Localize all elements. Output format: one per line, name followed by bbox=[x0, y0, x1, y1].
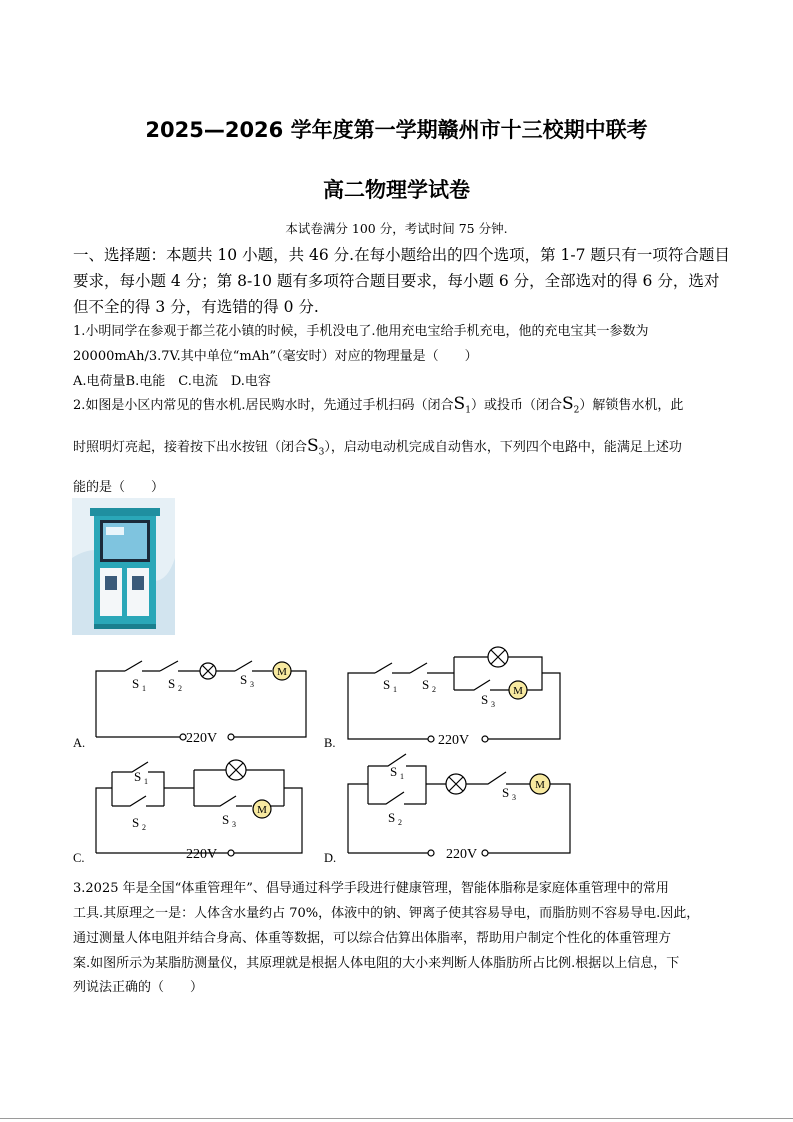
switch-symbol: S bbox=[307, 436, 319, 456]
switch-index: 2 bbox=[178, 684, 182, 693]
q2-text: 时照明灯亮起，接着按下出水按钮（闭合 bbox=[73, 440, 308, 455]
page-bottom-divider bbox=[0, 1118, 793, 1119]
option-label-a: A. bbox=[73, 736, 86, 750]
switch-symbol: S bbox=[561, 394, 574, 414]
motor-label: M bbox=[277, 666, 287, 678]
exam-note: 本试卷满分 100 分，考试时间 75 分钟. bbox=[285, 221, 508, 236]
voltage-label: 220V bbox=[438, 733, 470, 748]
switch-index: 1 bbox=[465, 405, 471, 416]
option-label-b: B. bbox=[324, 736, 336, 750]
switch-index: 3 bbox=[491, 700, 495, 709]
water-vending-machine-image bbox=[72, 498, 175, 635]
switch-label: S bbox=[388, 810, 396, 825]
voltage-label: 220V bbox=[186, 847, 218, 862]
question-3-line3: 通过测量人体电阻并结合身高、体重等数据，可以综合估算出体脂率，帮助用户制定个性化的体重管理方 bbox=[73, 931, 672, 946]
switch-label: S bbox=[222, 812, 230, 827]
switch-label: S bbox=[502, 785, 510, 800]
question-2-line3: 能的是（ ） bbox=[73, 480, 165, 495]
switch-index: 2 bbox=[573, 405, 580, 416]
switch-index: 1 bbox=[142, 684, 146, 693]
question-3-line4: 案.如图所示为某脂肪测量仪，其原理就是根据人体电阻的大小来判断人体脂肪所占比例.根据以上信息，下 bbox=[73, 956, 680, 971]
question-1-line2: 20000mAh/3.7V.其中单位“mAh”（毫安时）对应的物理量是（ ） bbox=[73, 349, 478, 364]
switch-label: S bbox=[383, 677, 391, 692]
motor-label: M bbox=[513, 685, 523, 697]
switch-index: 1 bbox=[144, 777, 148, 786]
subject-title: 高二物理学试卷 bbox=[323, 178, 470, 202]
switch-label: S bbox=[132, 815, 140, 830]
section-instructions-line2: 要求，每小题 4 分；第 8-10 题有多项符合题目要求，每小题 6 分，全部选对的得 6 分，选对 bbox=[73, 272, 720, 290]
circuit-d bbox=[348, 754, 570, 856]
exam-title: 2025—2026 学年度第一学期赣州市十三校期中联考 bbox=[145, 118, 648, 142]
circuit-c bbox=[96, 760, 302, 856]
question-3-line1: 3.2025 年是全国“体重管理年”、倡导通过科学手段进行健康管理，智能体脂称是家庭体重管理中的常用 bbox=[73, 881, 669, 896]
switch-index: 1 bbox=[393, 685, 397, 694]
circuit-diagrams bbox=[70, 636, 590, 866]
switch-index: 2 bbox=[142, 823, 146, 832]
q2-text: ）解锁售水机，此 bbox=[579, 398, 684, 413]
motor-label: M bbox=[535, 779, 545, 791]
circuit-b bbox=[348, 647, 560, 742]
option-label-d: D. bbox=[324, 851, 337, 865]
switch-label: S bbox=[422, 677, 430, 692]
q2-text: 2.如图是小区内常见的售水机.居民购水时，先通过手机扫码（闭合 bbox=[73, 398, 454, 413]
q2-text: ），启动电动机完成自动售水，下列四个电路中，能满足上述功 bbox=[324, 440, 682, 455]
switch-index: 2 bbox=[432, 685, 436, 694]
switch-index: 2 bbox=[398, 818, 402, 827]
switch-symbol: S bbox=[453, 394, 466, 414]
switch-index: 3 bbox=[318, 447, 325, 458]
question-3-line5: 列说法正确的（ ） bbox=[73, 980, 204, 995]
question-1-options: A.电荷量B.电能 C.电流 D.电容 bbox=[73, 374, 271, 389]
switch-index: 3 bbox=[250, 680, 254, 689]
question-2-line2 bbox=[73, 436, 723, 458]
switch-index: 3 bbox=[232, 820, 236, 829]
section-instructions-line3: 但不全的得 3 分，有选错的得 0 分. bbox=[73, 298, 319, 316]
switch-index: 1 bbox=[400, 772, 404, 781]
question-3-line2: 工具.其原理之一是：人体含水量约占 70%，体液中的钠、钾离子使其容易导电，而脂肪则不容易导电.因此， bbox=[73, 906, 700, 921]
switch-index: 3 bbox=[512, 793, 516, 802]
circuit-a bbox=[96, 661, 306, 740]
switch-label: S bbox=[390, 764, 398, 779]
voltage-label: 220V bbox=[186, 731, 218, 746]
option-label-c: C. bbox=[73, 851, 85, 865]
question-1-line1: 1.小明同学在参观于都兰花小镇的时候，手机没电了.他用充电宝给手机充电，他的充电宝其一参数为 bbox=[73, 324, 649, 339]
motor-label: M bbox=[257, 804, 267, 816]
question-2-line1 bbox=[73, 394, 723, 416]
q2-text: ）或投币（闭合 bbox=[470, 398, 562, 413]
switch-label: S bbox=[134, 769, 142, 784]
voltage-label: 220V bbox=[446, 847, 478, 862]
switch-label: S bbox=[168, 676, 176, 691]
switch-label: S bbox=[240, 672, 248, 687]
section-instructions-line1: 一、选择题：本题共 10 小题，共 46 分.在每小题给出的四个选项，第 1-7 题只有一项符合题目 bbox=[73, 246, 730, 264]
switch-label: S bbox=[481, 692, 489, 707]
switch-label: S bbox=[132, 676, 140, 691]
